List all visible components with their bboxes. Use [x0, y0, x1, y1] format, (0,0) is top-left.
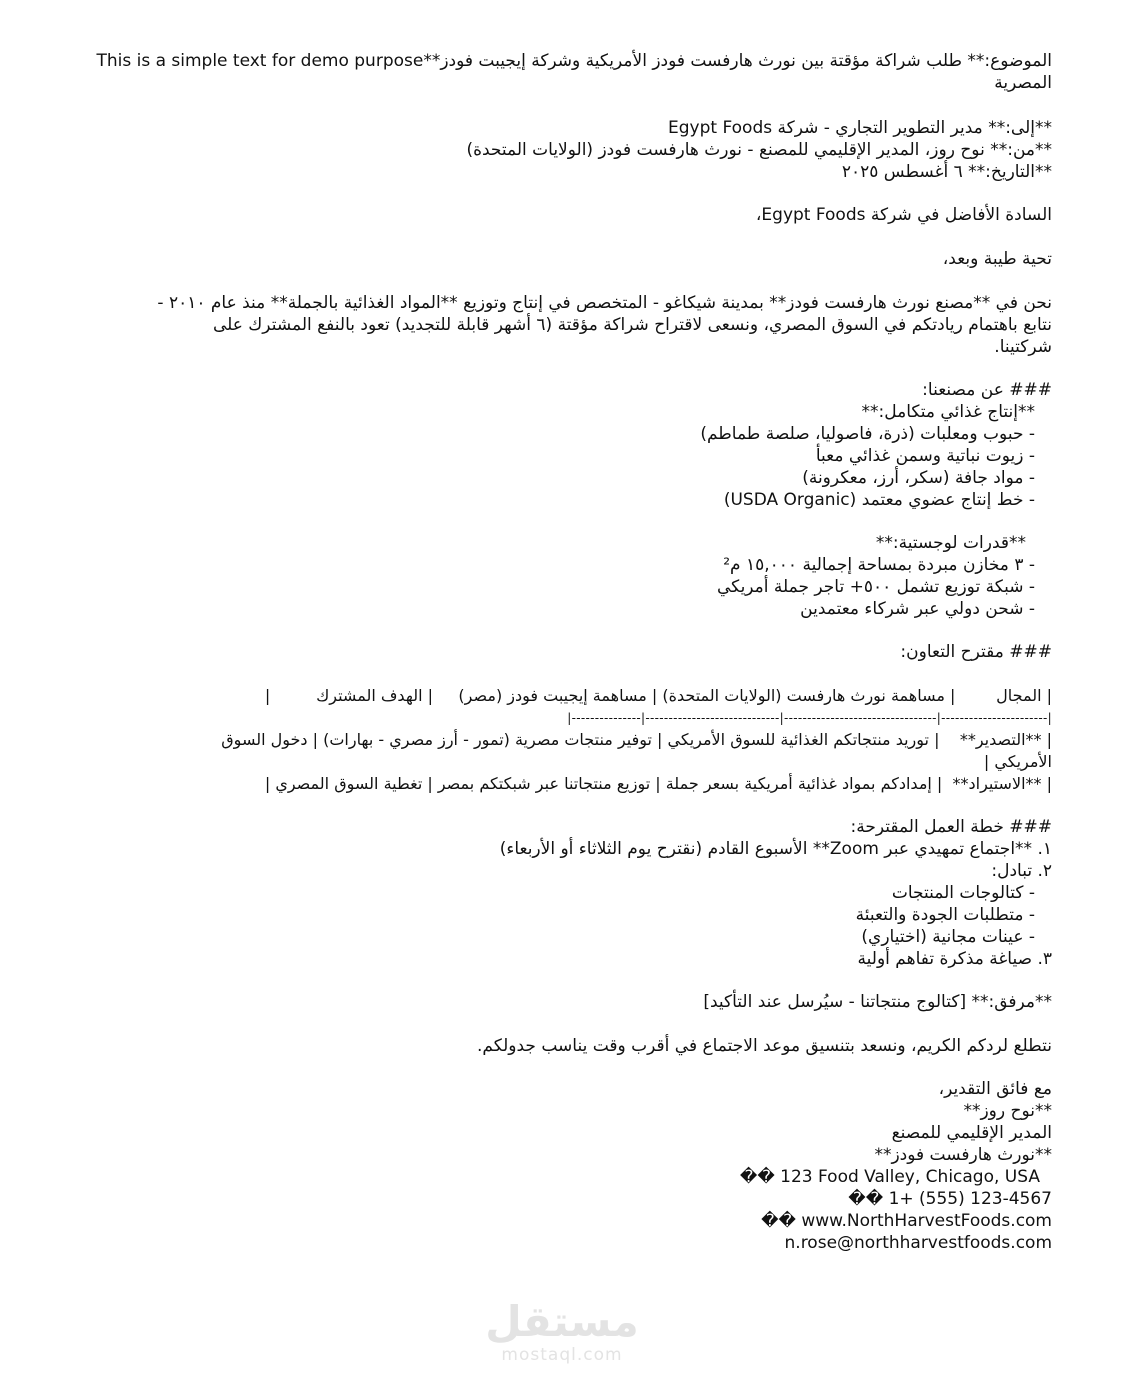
logistics-item: - شحن دولي عبر شركاء معتمدين	[800, 599, 1035, 619]
intro-line: نحن في **مصنع نورث هارفست فودز** بمدينة شيكاغو - المتخصص في إنتاج وتوزيع **المواد الغذائية بالجملة** منذ عام ٢٠١٠ -	[157, 293, 1052, 313]
table-row: | **التصدير** | توريد منتجاتكم الغذائية للسوق الأمريكي | توفير منتجات مصرية (تمور - أرز مصري - بهارات) | دخول السوق	[221, 730, 1052, 749]
from-field: **من:** نوح روز، المدير الإقليمي للمصنع - نورث هارفست فودز (الولايات المتحدة)	[466, 140, 1052, 160]
plan-subitem: - متطلبات الجودة والتعبئة	[855, 905, 1035, 925]
table-separator-row: |---------------|-----------------------------|---------------------------------|-----------------------|	[567, 711, 1052, 725]
watermark-logo: مستقل	[485, 1297, 639, 1346]
mostaql-watermark	[462, 1298, 662, 1364]
plan-subitem: - عينات مجانية (اختياري)	[861, 927, 1035, 947]
closing-paragraph: نتطلع لردكم الكريم، ونسعد بتنسيق موعد الاجتماع في أقرب وقت يناسب جدولكم.	[477, 1036, 1052, 1056]
intro-line: نتابع باهتمام ريادتكم في السوق المصري، ونسعى لاقتراح شراكة مؤقتة (٦ أشهر قابلة للتجديد) تعود بالنفع المشترك على	[212, 315, 1052, 335]
greeting: تحية طيبة وبعد،	[942, 249, 1052, 269]
logistics-item: - ٣ مخازن مبردة بمساحة إجمالية ١٥,٠٠٠ م²	[723, 555, 1035, 575]
signature-email[interactable]: n.rose@northharvestfoods.com	[784, 1233, 1052, 1253]
signature-address: �� 123 Food Valley, Chicago, USA	[739, 1167, 1040, 1187]
signature-phone: �� 1+ (555) 123-4567	[848, 1189, 1052, 1209]
plan-subitem: - كتالوجات المنتجات	[891, 883, 1035, 903]
plan-step: ١. **اجتماع تمهيدي عبر Zoom** الأسبوع القادم (نقترح يوم الثلاثاء أو الأربعاء)	[499, 839, 1052, 859]
watermark-url: mostaql.com	[501, 1345, 623, 1365]
to-field: **إلى:** مدير التطوير التجاري - شركة Egypt Foods	[668, 118, 1052, 138]
date-field: **التاريخ:** ٦ أغسطس ٢٠٢٥	[841, 162, 1052, 182]
signature-regards: مع فائق التقدير،	[938, 1079, 1052, 1099]
production-item: - حبوب ومعلبات (ذرة، فاصوليا، صلصة طماطم)	[700, 424, 1035, 444]
about-heading: ### عن مصنعنا:	[922, 380, 1052, 400]
plan-step: ٢. تبادل:	[991, 861, 1052, 881]
subject-line-continued: المصرية	[994, 73, 1052, 93]
production-item: - زيوت نباتية وسمن غذائي معبأ	[815, 446, 1035, 466]
table-row-continued: الأمريكي |	[983, 752, 1052, 771]
production-item: - خط إنتاج عضوي معتمد (USDA Organic)	[723, 490, 1035, 510]
subject-line: الموضوع:** طلب شراكة مؤقتة بين نورث هارفست فودز الأمريكية وشركة إيجيبت فودز**This is a simple text for demo purpose	[96, 51, 1052, 71]
production-title: **إنتاج غذائي متكامل:**	[861, 402, 1035, 422]
attachment-note: **مرفق:** [كتالوج منتجاتنا - سيُرسل عند التأكيد]	[703, 992, 1052, 1012]
plan-heading: ### خطة العمل المقترحة:	[850, 817, 1052, 837]
signature-company: **نورث هارفست فودز**	[874, 1145, 1052, 1165]
intro-line: شركتينا.	[994, 337, 1052, 357]
logistics-title: **قدرات لوجستية:**	[875, 533, 1026, 553]
plan-step: ٣. صياغة مذكرة تفاهم أولية	[857, 949, 1052, 969]
table-header-row: | المجال | مساهمة نورث هارفست (الولايات المتحدة) | مساهمة إيجيبت فودز (مصر) | الهدف المشترك |	[264, 686, 1052, 705]
signature-name: **نوح روز**	[963, 1101, 1052, 1121]
logistics-item: - شبكة توزيع تشمل ٥٠٠+ تاجر جملة أمريكي	[717, 577, 1035, 597]
salutation: السادة الأفاضل في شركة Egypt Foods،	[755, 205, 1052, 225]
signature-title: المدير الإقليمي للمصنع	[891, 1123, 1052, 1143]
proposal-heading: ### مقترح التعاون:	[900, 642, 1052, 662]
production-item: - مواد جافة (سكر، أرز، معكرونة)	[802, 468, 1035, 488]
table-row: | **الاستيراد** | إمدادكم بمواد غذائية أمريكية بسعر جملة | توزيع منتجاتنا عبر شبكتكم بمصر | تغطية السوق المصري |	[264, 774, 1052, 793]
signature-website[interactable]: �� www.NorthHarvestFoods.com	[761, 1211, 1052, 1231]
